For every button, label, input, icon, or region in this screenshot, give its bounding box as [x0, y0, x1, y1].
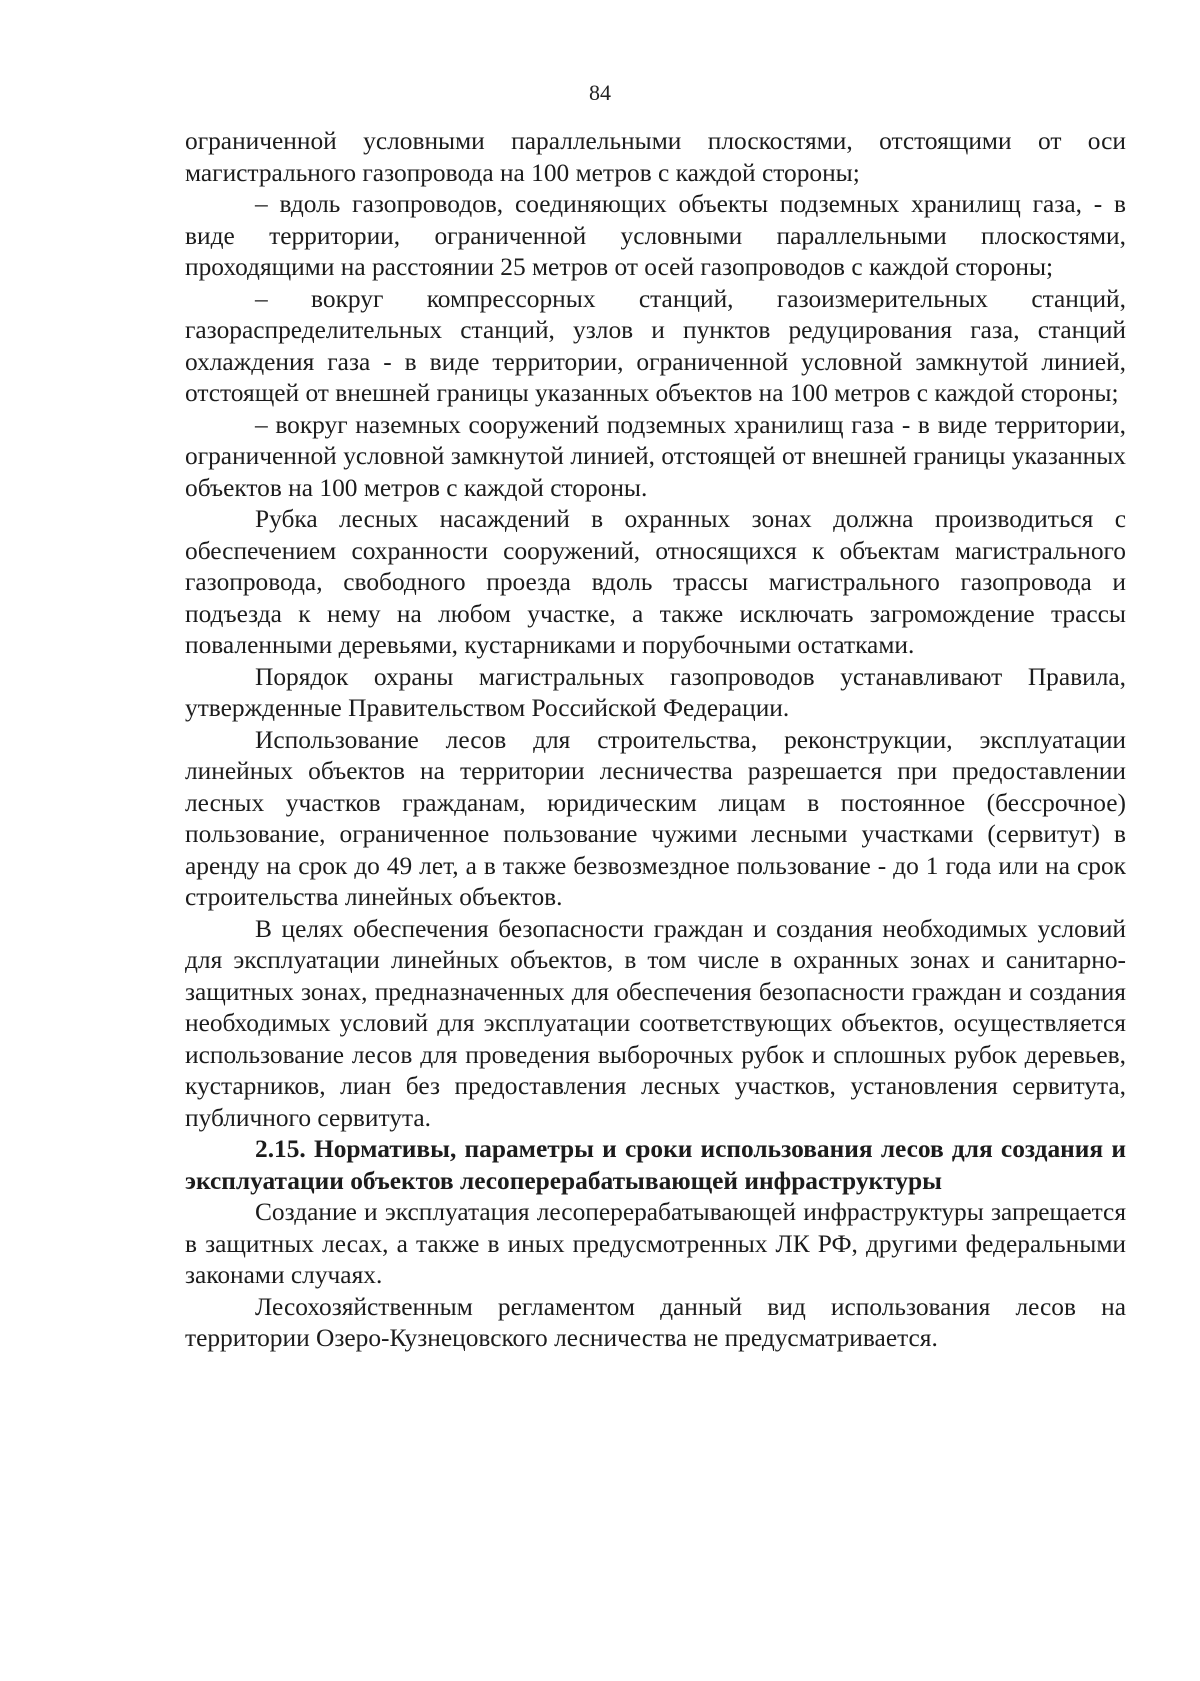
paragraph-list-item: – вокруг наземных сооружений подземных хранилищ газа - в виде территории, ограниченной условной замкнутой линией, отстоящей от внешней границы указанных объектов на 100 метров с каждой стороны. — [185, 410, 1126, 502]
paragraph-list-item: – вдоль газопроводов, соединяющих объекты подземных хранилищ газа, - в виде территории, ограниченной условными параллельными плоскостями, проходящими на расстоянии 25 метров от осей газопроводов с каждой стороны; — [185, 190, 1126, 281]
paragraph: Рубка лесных насаждений в охранных зонах должна производиться с обеспечением сохранности сооружений, относящихся к объектам магистрального газопровода, свободного проезда вдоль трассы магистрального газопровода и подъезда к нему на любом участке, а также исключать загромождение трассы поваленными деревьями, кустарниками и порубочными остатками. — [185, 505, 1126, 659]
paragraph-list-item: – вокруг компрессорных станций, газоизмерительных станций, газораспределительных станций, узлов и пунктов редуцирования газа, станций охлаждения газа - в виде территории, ограниченной условной замкнутой линией, отстоящей от внешней границы указанных объектов на 100 метров с каждой стороны; — [185, 284, 1126, 407]
document-body — [185, 126, 1126, 1355]
paragraph: Использование лесов для строительства, реконструкции, эксплуатации линейных объектов на территории лесничества разрешается при предоставлении лесных участков гражданам, юридическим лицам в постоянное (бессрочное) пользование, ограниченное пользование чужими лесными участками (сервитут) в аренду на срок до 49 лет, а в также безвозмездное пользование - до 1 года или на срок строительства линейных объектов. — [185, 725, 1126, 911]
paragraph: Порядок охраны магистральных газопроводов устанавливают Правила, утвержденные Правительством Российской Федерации. — [185, 662, 1126, 722]
section-paragraph: Создание и эксплуатация лесоперерабатывающей инфраструктуры запрещается в защитных лесах, а также в иных предусмотренных ЛК РФ, другими федеральными законами случаях. — [185, 1198, 1126, 1289]
section-heading: 2.15. Нормативы, параметры и сроки использования лесов для создания и эксплуатации объектов лесоперерабатывающей инфраструктуры — [185, 1135, 1126, 1195]
paragraph-continuation: ограниченной условными параллельными плоскостями, отстоящими от оси магистрального газопровода на 100 метров с каждой стороны; — [185, 127, 1126, 187]
page-number: 84 — [589, 80, 611, 105]
section-paragraph: Лесохозяйственным регламентом данный вид использования лесов на территории Озеро-Кузнецовского лесничества не предусматривается. — [185, 1292, 1126, 1352]
paragraph: В целях обеспечения безопасности граждан и создания необходимых условий для эксплуатации линейных объектов, в том числе в охранных зонах и санитарно-защитных зонах, предназначенных для обеспечения безопасности граждан и создания необходимых условий для эксплуатации соответствующих объектов, осуществляется использование лесов для проведения выборочных рубок и сплошных рубок деревьев, кустарников, лиан без предоставления лесных участков, установления сервитута, публичного сервитута. — [185, 914, 1126, 1132]
